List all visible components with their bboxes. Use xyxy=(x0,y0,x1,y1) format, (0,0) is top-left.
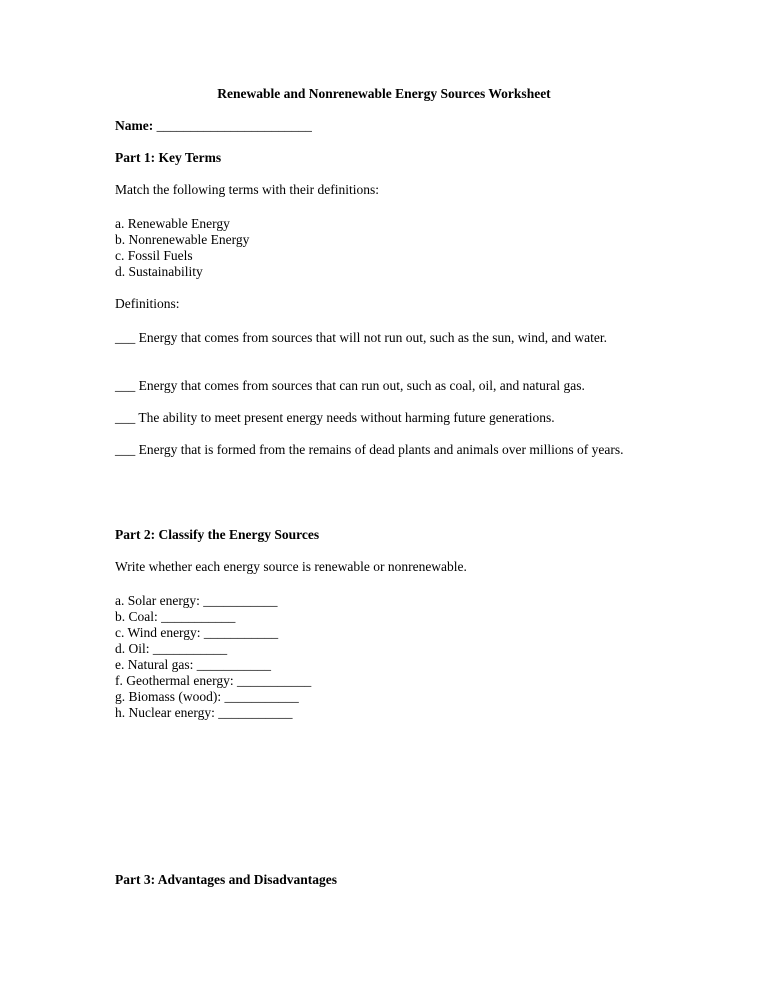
part1-instruction: Match the following terms with their definitions: xyxy=(115,182,379,197)
part2-instruction: Write whether each energy source is renewable or nonrenewable. xyxy=(115,559,467,574)
name-blank[interactable]: _______________________ xyxy=(156,118,312,133)
name-row xyxy=(115,118,655,134)
classify-item[interactable]: a. Solar energy: ___________ xyxy=(115,593,278,608)
part1-heading: Part 1: Key Terms xyxy=(115,150,222,165)
term-item: b. Nonrenewable Energy xyxy=(115,232,250,247)
classify-item[interactable]: f. Geothermal energy: ___________ xyxy=(115,673,312,688)
terms-list xyxy=(115,216,655,280)
classify-item[interactable]: d. Oil: ___________ xyxy=(115,641,228,656)
definitions-label: Definitions: xyxy=(115,296,180,311)
definition-item: ___ Energy that comes from sources that will not run out, such as the sun, wind, and water. xyxy=(115,330,608,345)
name-label: Name: xyxy=(115,118,154,133)
worksheet-title: Renewable and Nonrenewable Energy Sources Worksheet xyxy=(217,86,551,101)
classify-item[interactable]: b. Coal: ___________ xyxy=(115,609,236,624)
term-item: a. Renewable Energy xyxy=(115,216,230,231)
definition-item: ___ Energy that comes from sources that can run out, such as coal, oil, and natural gas. xyxy=(115,378,585,393)
classify-item[interactable]: c. Wind energy: ___________ xyxy=(115,625,279,640)
term-item: d. Sustainability xyxy=(115,264,203,279)
definition-item: ___ The ability to meet present energy needs without harming future generations. xyxy=(115,410,555,425)
classify-list xyxy=(115,593,655,721)
classify-item[interactable]: h. Nuclear energy: ___________ xyxy=(115,705,293,720)
classify-item[interactable]: e. Natural gas: ___________ xyxy=(115,657,271,672)
part3-heading: Part 3: Advantages and Disadvantages xyxy=(115,872,338,887)
classify-item[interactable]: g. Biomass (wood): ___________ xyxy=(115,689,299,704)
definition-item: ___ Energy that is formed from the remains of dead plants and animals over millions of years. xyxy=(115,442,624,457)
term-item: c. Fossil Fuels xyxy=(115,248,193,263)
part2-heading: Part 2: Classify the Energy Sources xyxy=(115,527,320,542)
